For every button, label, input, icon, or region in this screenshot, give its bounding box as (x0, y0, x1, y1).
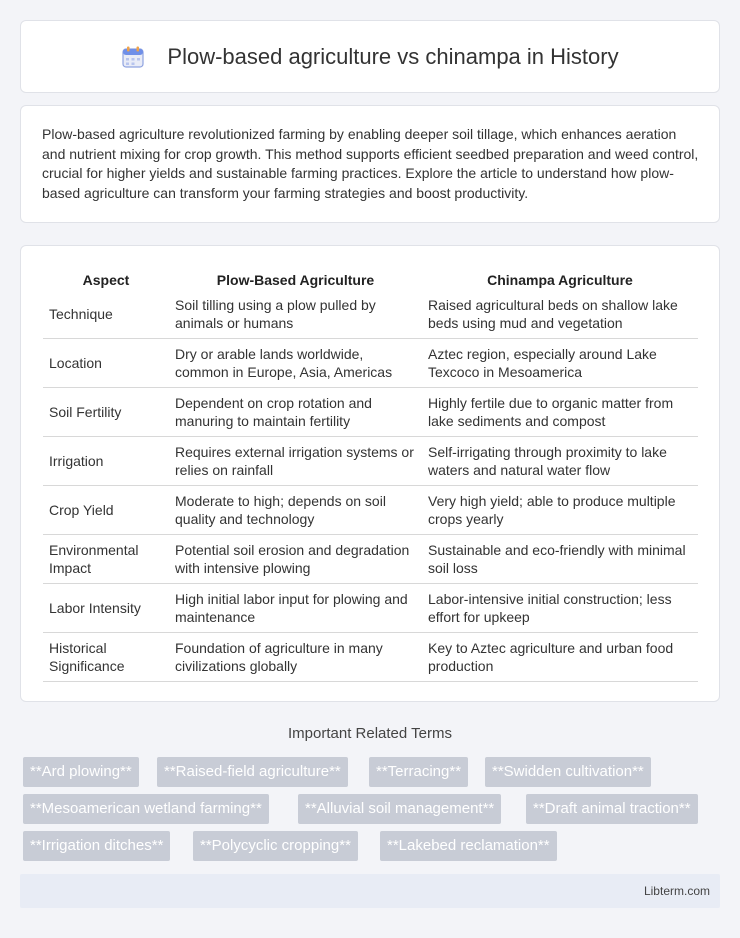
cell-aspect: Technique (43, 290, 169, 339)
related-term-tag[interactable]: **Draft animal traction** (526, 794, 698, 824)
related-term-tag[interactable]: **Terracing** (369, 757, 468, 787)
cell-chinampa: Key to Aztec agriculture and urban food production (422, 633, 698, 682)
table-row (43, 437, 698, 486)
related-term-tag[interactable]: **Polycyclic cropping** (193, 831, 358, 861)
related-term-tag[interactable]: **Mesoamerican wetland farming** (23, 794, 269, 824)
footer-brand[interactable]: Libterm.com (643, 884, 710, 898)
comparison-table-card (20, 245, 720, 702)
cell-aspect: Historical Significance (43, 633, 169, 682)
table-row (43, 535, 698, 584)
cell-chinampa: Labor-intensive initial construction; less effort for upkeep (422, 584, 698, 633)
related-term-tag[interactable]: **Swidden cultivation** (485, 757, 651, 787)
intro-card (20, 105, 720, 223)
table-row (43, 290, 698, 339)
cell-plow: Potential soil erosion and degradation with intensive plowing (169, 535, 422, 584)
page-title: Plow-based agriculture vs chinampa in History (167, 43, 619, 69)
comparison-table (43, 264, 698, 682)
cell-aspect: Crop Yield (43, 486, 169, 535)
table-row (43, 633, 698, 682)
cell-chinampa: Highly fertile due to organic matter from lake sediments and compost (422, 388, 698, 437)
cell-chinampa: Raised agricultural beds on shallow lake beds using mud and vegetation (422, 290, 698, 339)
title-card (20, 20, 720, 93)
cell-aspect: Environmental Impact (43, 535, 169, 584)
related-terms-title: Important Related Terms (288, 725, 452, 742)
cell-plow: Moderate to high; depends on soil quality and technology (169, 486, 422, 535)
cell-plow: Dry or arable lands worldwide, common in Europe, Asia, Americas (169, 339, 422, 388)
header-plow: Plow-Based Agriculture (216, 272, 375, 288)
cell-plow: Requires external irrigation systems or relies on rainfall (169, 437, 422, 486)
cell-plow: Soil tilling using a plow pulled by animals or humans (169, 290, 422, 339)
table-row (43, 339, 698, 388)
calendar-icon (121, 45, 145, 69)
related-term-tag[interactable]: **Alluvial soil management** (298, 794, 501, 824)
cell-chinampa: Sustainable and eco-friendly with minimal soil loss (422, 535, 698, 584)
related-term-tag[interactable]: **Lakebed reclamation** (380, 831, 557, 861)
cell-plow: High initial labor input for plowing and maintenance (169, 584, 422, 633)
cell-chinampa: Self-irrigating through proximity to lake waters and natural water flow (422, 437, 698, 486)
table-header-row (43, 264, 698, 290)
cell-plow: Foundation of agriculture in many civilizations globally (169, 633, 422, 682)
table-row (43, 486, 698, 535)
intro-text: Plow-based agriculture revolutionized farming by enabling deeper soil tillage, which enhances aeration and nutrient mixing for crop growth. This method supports efficient seedbed preparation and weed control, crucial for higher yields and sustainable farming practices. Explore the article to understand how plow-based agriculture can transform your farming strategies and boost productivity. (42, 126, 699, 201)
header-chinampa: Chinampa Agriculture (487, 272, 633, 288)
footer (20, 874, 720, 908)
cell-chinampa: Aztec region, especially around Lake Texcoco in Mesoamerica (422, 339, 698, 388)
cell-chinampa: Very high yield; able to produce multiple crops yearly (422, 486, 698, 535)
cell-aspect: Labor Intensity (43, 584, 169, 633)
related-term-tag[interactable]: **Ard plowing** (23, 757, 139, 787)
related-term-tag[interactable]: **Irrigation ditches** (23, 831, 170, 861)
cell-aspect: Irrigation (43, 437, 169, 486)
cell-aspect: Location (43, 339, 169, 388)
cell-aspect: Soil Fertility (43, 388, 169, 437)
related-term-tag[interactable]: **Raised-field agriculture** (157, 757, 348, 787)
header-aspect: Aspect (82, 272, 130, 288)
cell-plow: Dependent on crop rotation and manuring to maintain fertility (169, 388, 422, 437)
table-row (43, 388, 698, 437)
table-row (43, 584, 698, 633)
